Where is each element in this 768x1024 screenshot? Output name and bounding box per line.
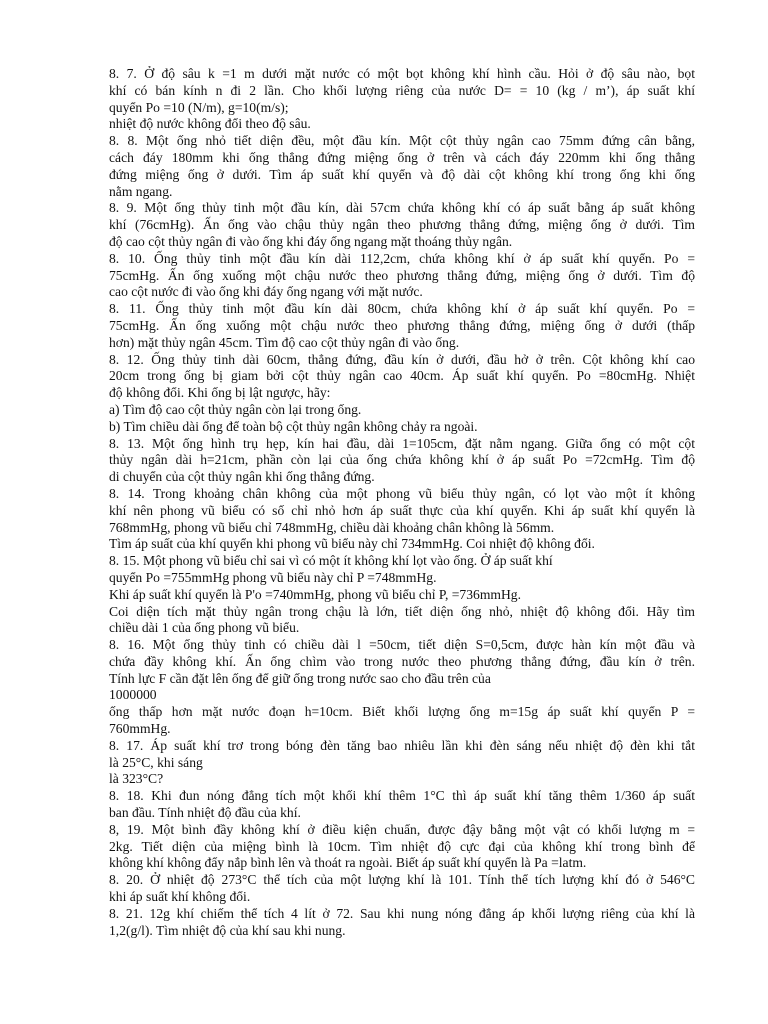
text-line: a) Tìm độ cao cột thủy ngân còn lại trong ống. — [109, 401, 362, 417]
text-line: khi áp suất khí không đổi. — [109, 889, 251, 905]
text-line: 768mmHg, phong vũ biểu chỉ 748mmHg, chiều dài khoảng chân không là 56mm. — [109, 519, 555, 535]
text-line: 8. 9. Một ống thủy tinh một đầu kín, dài 57cm chứa không khí có áp suất bằng áp suất không — [109, 200, 695, 216]
text-line: khí nên phong vũ biểu có số chỉ nhỏ hơn áp suất thực của khí quyển. Khi áp suất khí quyển là — [109, 502, 695, 518]
text-line: chứa đầy không khí. Ấn ống chìm vào trong nước theo phương thẳng đứng, đầu kín ở trên. — [109, 653, 695, 669]
text-line: cách đáy 180mm khi ống thẳng đứng miệng ống ở trên và cách đáy 220mm khi ống thẳng — [109, 149, 695, 165]
text-line: 1,2(g/l). Tìm nhiệt độ của khí sau khi nung. — [109, 922, 346, 938]
text-line: thủy ngân dài h=21cm, phần còn lại của ống chứa không khí ở áp suất Po =72cmHg. Tìm độ — [109, 452, 695, 468]
text-line: 8. 16. Một ống thủy tinh có chiều dài l =50cm, tiết diện S=0,5cm, được hàn kín một đầu và — [109, 637, 695, 653]
text-line: 2kg. Tiết diện của miệng bình là 10cm. Tìm nhiệt độ cực đại của không khí trong bình để — [109, 838, 695, 854]
text-line: 8. 18. Khi đun nóng đẳng tích một khối khí thêm 1°C thì áp suất khí tăng thêm 1/360 áp suất — [109, 788, 695, 804]
text-line: quyển Po =755mmHg phong vũ biểu này chỉ P =748mmHg. — [109, 569, 437, 585]
text-line: 1000000 — [109, 687, 157, 703]
text-line: nằm ngang. — [109, 183, 173, 199]
text-line: 75cmHg. Ấn ống xuống một chậu nước theo phương thẳng đứng, miệng ống ở dưới. Tìm độ — [109, 267, 695, 283]
text-line: 75cmHg. Ấn ống xuống một chậu nước theo phương thẳng đứng, miệng ống ở dưới (thấp — [109, 317, 695, 333]
document-body — [109, 66, 695, 939]
text-line: Tính lực F cần đặt lên ống để giữ ống trong nước sao cho đầu trên của — [109, 670, 491, 686]
text-line: quyển Po =10 (N/m), g=10(m/s); — [109, 99, 289, 115]
text-line: hơn) mặt thủy ngân 45cm. Tìm độ cao cột thủy ngân đi vào ống. — [109, 334, 460, 350]
text-line: 8. 11. Ống thủy tinh một đầu kín dài 80cm, chứa không khí ở áp suất khí quyển. Po = — [109, 301, 695, 317]
text-line: 8. 17. Áp suất khí trơ trong bóng đèn tăng bao nhiêu lần khi đèn sáng nếu nhiệt độ đèn khi tắt — [109, 737, 695, 753]
text-line: 8. 21. 12g khí chiếm thể tích 4 lít ở 72. Sau khi nung nóng đẳng áp khối lượng riêng của khí là — [109, 905, 695, 921]
text-line: Khi áp suất khí quyển là P'o =740mmHg, phong vũ biểu chỉ P, =736mmHg. — [109, 586, 521, 602]
text-line: nhiệt độ nước không đổi theo độ sâu. — [109, 116, 311, 132]
text-line: di chuyển của cột thủy ngân khi ống thẳng đứng. — [109, 469, 375, 485]
text-line: khí (76cmHg). Ấn ống vào chậu thủy ngân theo phương thẳng đứng, miệng ống ở dưới. Tìm — [109, 217, 695, 233]
text-line: cao cột nước đi vào ống khi đáy ống ngang với mặt nước. — [109, 284, 423, 300]
text-line: độ cao cột thủy ngân đi vào ống khi đáy ống ngang mặt thoáng thủy ngân. — [109, 233, 513, 249]
text-line: đứng miệng ống ở dưới. Tìm áp suất khí quyển và độ dài cột không khí trong ống khi ống — [109, 166, 695, 182]
text-line: 8. 7. Ở độ sâu k =1 m dưới mặt nước có một bọt không khí hình cầu. Hỏi ở độ sâu nào, bọt — [109, 66, 695, 81]
text-line: 8. 8. Một ống nhỏ tiết diện đều, một đầu kín. Một cột thủy ngân cao 75mm đứng cân bằng, — [109, 133, 695, 149]
text-line: chiều dài 1 của ống phong vũ biểu. — [109, 620, 300, 636]
text-line: 8. 13. Một ống hình trụ hẹp, kín hai đầu, dài 1=105cm, đặt nằm ngang. Giữa ống có một cột — [109, 435, 695, 451]
text-line: là 323°C? — [109, 771, 164, 787]
text-line: 8. 14. Trong khoảng chân không của một phong vũ biểu thủy ngân, có lọt vào một ít không — [109, 485, 695, 501]
text-line: Coi diện tích mặt thủy ngân trong chậu là lớn, tiết diện ống nhỏ, nhiệt độ không đổi. Hãy tìm — [109, 603, 695, 619]
text-line: 20cm trong ống bị giam bởi cột thủy ngân cao 40cm. Áp suất khí quyển. Po =80cmHg. Nhiệt — [109, 368, 695, 384]
text-line: ban đầu. Tính nhiệt độ đầu của khí. — [109, 805, 301, 821]
text-line: 760mmHg. — [109, 721, 171, 737]
text-line: 8. 20. Ở nhiệt độ 273°C thể tích của một lượng khí là 101. Tính thể tích lượng khí đó ở 546°C — [109, 872, 695, 888]
text-line: độ không đổi. Khi ống bị lật ngược, hãy: — [109, 385, 331, 401]
text-line: ống thấp hơn mặt nước đoạn h=10cm. Biết khối lượng ống m=15g áp suất khí quyển P = — [109, 704, 695, 720]
text-line: không khí không đẩy nắp bình lên và thoát ra ngoài. Biết áp suất khí quyển là Pa =latm. — [109, 855, 587, 871]
text-line: 8. 15. Một phong vũ biểu chỉ sai vì có một ít không khí lọt vào ống. Ở áp suất khí — [109, 553, 553, 569]
text-line: là 25°C, khi sáng — [109, 754, 203, 770]
text-line: 8. 12. Ống thủy tinh dài 60cm, thẳng đứng, đầu kín ở dưới, đầu hở ở trên. Cột không khí cao — [109, 351, 695, 367]
text-line: 8, 19. Một bình đầy không khí ở điều kiện chuẩn, được đậy bằng một vật có khối lượng m = — [109, 821, 695, 837]
text-line: 8. 10. Ống thủy tinh một đầu kín dài 112,2cm, chứa không khí ở áp suất khí quyển. Po = — [109, 250, 695, 266]
text-line: Tìm áp suất của khí quyển khi phong vũ biểu này chỉ 734mmHg. Coi nhiệt độ không đổi. — [109, 536, 595, 552]
text-line: khí có bán kính n đi 2 lần. Cho khối lượng riêng của nước D= = 10 (kg / m’), áp suất khí — [109, 82, 695, 98]
text-line: b) Tìm chiều dài ống để toàn bộ cột thủy ngân không chảy ra ngoài. — [109, 418, 478, 434]
